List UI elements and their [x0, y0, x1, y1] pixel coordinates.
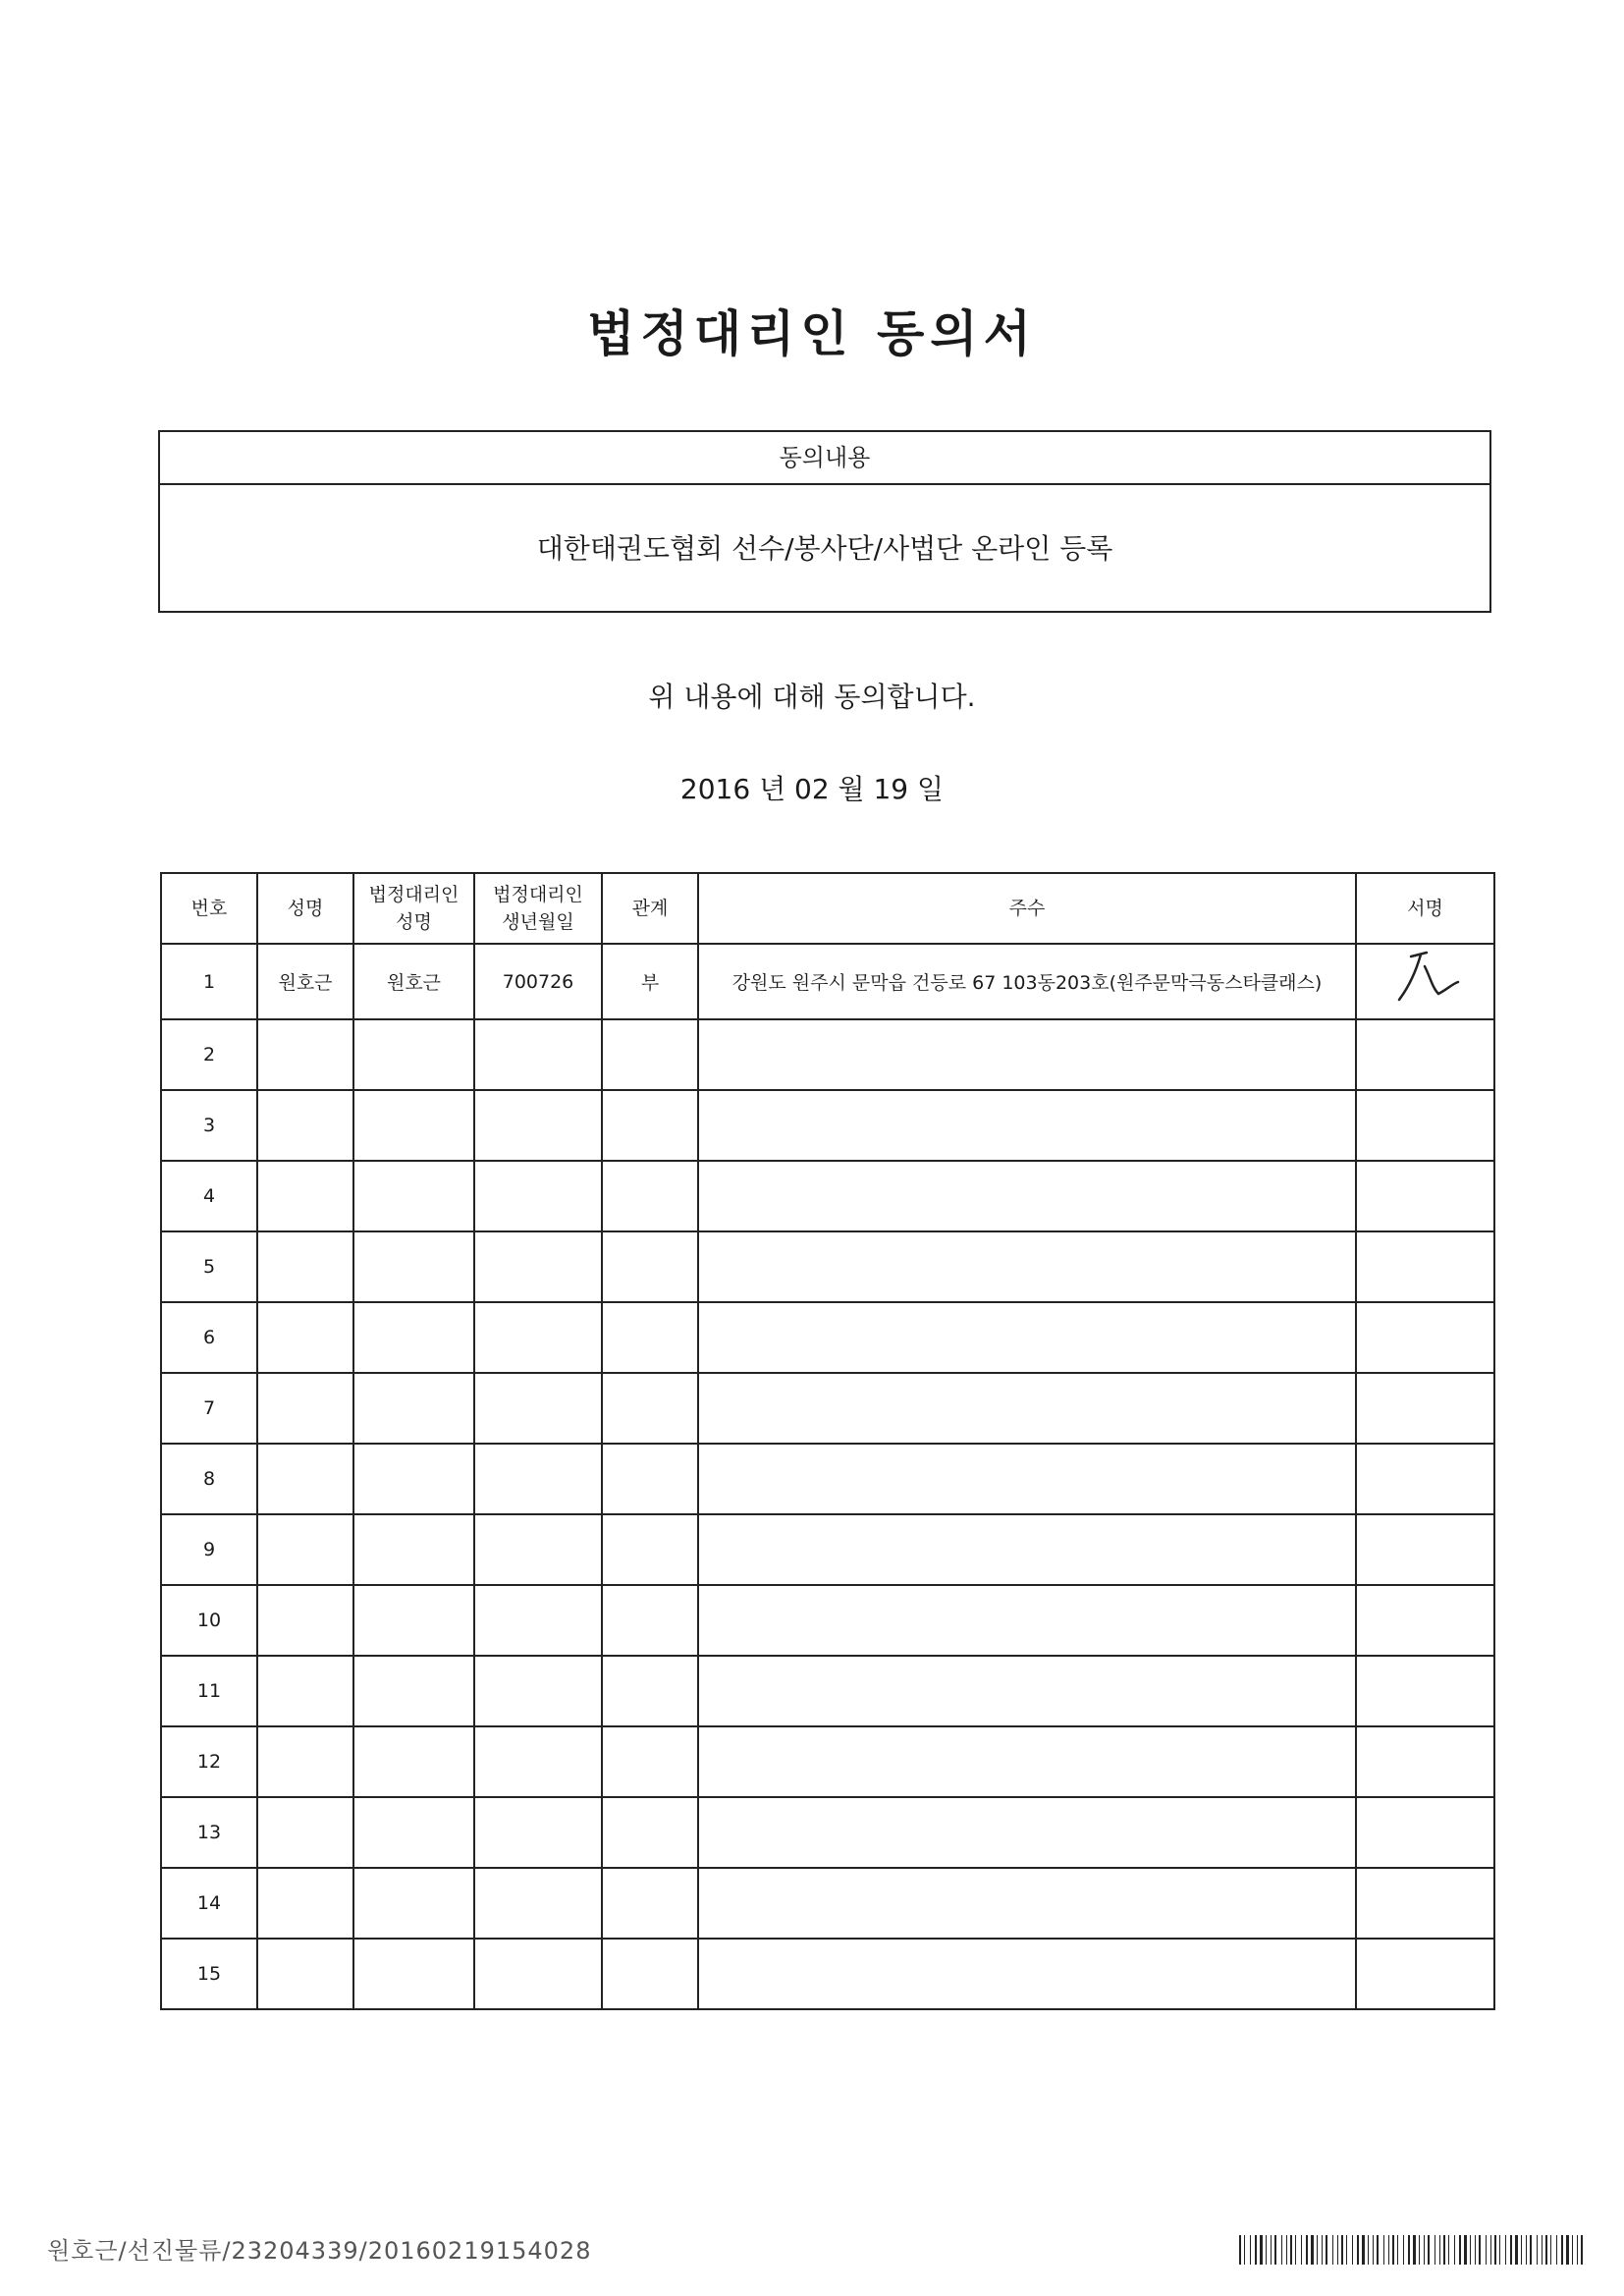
signature-mark [1381, 945, 1470, 1013]
table-header-row [161, 873, 1494, 944]
barcode-bar [1352, 2235, 1353, 2265]
cell-address [698, 1444, 1356, 1514]
cell-rep-name [353, 1302, 474, 1373]
barcode-bar [1332, 2235, 1333, 2265]
cell-relation [602, 1161, 698, 1231]
cell-name [257, 1231, 353, 1302]
cell-no: 13 [161, 1797, 257, 1868]
barcode-bar [1443, 2235, 1445, 2265]
cell-no: 7 [161, 1373, 257, 1444]
header-rep-birth-line2: 생년월일 [502, 911, 574, 933]
cell-rep-birth [474, 1939, 602, 2009]
table-row [161, 944, 1494, 1019]
barcode-bar [1295, 2235, 1296, 2265]
cell-name [257, 1161, 353, 1231]
cell-no: 8 [161, 1444, 257, 1514]
barcode-bar [1581, 2235, 1583, 2265]
cell-address [698, 1656, 1356, 1726]
barcode-bar [1274, 2235, 1276, 2265]
barcode-bar [1499, 2235, 1500, 2265]
header-rep-birth [474, 873, 602, 944]
cell-no: 12 [161, 1726, 257, 1797]
consent-date: 2016 년 02 월 19 일 [679, 773, 945, 805]
cell-rep-name [353, 1797, 474, 1868]
cell-rep-birth [474, 1514, 602, 1585]
cell-address [698, 1302, 1356, 1373]
barcode-bar [1281, 2235, 1282, 2265]
header-rep-birth-line1: 법정대리인 [493, 884, 583, 905]
barcode [1239, 2235, 1585, 2265]
cell-no: 3 [161, 1090, 257, 1161]
barcode-bar [1439, 2235, 1440, 2265]
cell-rep-birth [474, 1868, 602, 1939]
cell-address [698, 1868, 1356, 1939]
table-row [161, 1939, 1494, 2009]
cell-rep-birth [474, 1302, 602, 1373]
cell-rep-name [353, 1231, 474, 1302]
cell-address [698, 1585, 1356, 1656]
table-row [161, 1585, 1494, 1656]
cell-signature [1356, 1656, 1494, 1726]
cell-signature [1356, 1444, 1494, 1514]
barcode-bar [1486, 2235, 1487, 2265]
cell-relation [602, 1019, 698, 1090]
barcode-bar [1408, 2235, 1410, 2265]
cell-rep-name [353, 1373, 474, 1444]
cell-no: 10 [161, 1585, 257, 1656]
cell-rep-birth [474, 1585, 602, 1656]
barcode-bar [1537, 2235, 1538, 2265]
cell-rep-birth [474, 1726, 602, 1797]
cell-address: 강원도 원주시 문막읍 건등로 67 103동203호(원주문막극동스타클래스) [698, 944, 1356, 1019]
barcode-bar [1290, 2235, 1292, 2265]
barcode-bar [1250, 2235, 1251, 2265]
document-title: 법정대리인 동의서 [587, 304, 1037, 362]
cell-no: 4 [161, 1161, 257, 1231]
barcode-bar [1542, 2235, 1543, 2265]
barcode-bar [1341, 2235, 1343, 2265]
cell-no: 1 [161, 944, 257, 1019]
cell-relation [602, 1302, 698, 1373]
barcode-bar [1337, 2235, 1338, 2265]
cell-no: 14 [161, 1868, 257, 1939]
barcode-bar [1424, 2235, 1425, 2265]
barcode-bar [1479, 2235, 1481, 2265]
consent-body: 대한태권도협회 선수/봉사단/사법단 온라인 등록 [536, 532, 1113, 565]
table-row [161, 1019, 1494, 1090]
barcode-bar [1530, 2235, 1532, 2265]
header-rep-name-line2: 성명 [396, 911, 432, 933]
cell-name [257, 1019, 353, 1090]
cell-rep-birth [474, 1161, 602, 1231]
cell-no: 11 [161, 1656, 257, 1726]
cell-rep-name [353, 1585, 474, 1656]
footer-id: 원호근/선진물류/23204339/20160219154028 [47, 2237, 592, 2265]
cell-address [698, 1373, 1356, 1444]
table-row [161, 1161, 1494, 1231]
barcode-bar [1521, 2235, 1522, 2265]
table-row [161, 1444, 1494, 1514]
cell-rep-birth [474, 1019, 602, 1090]
barcode-bar [1561, 2235, 1563, 2265]
header-no: 번호 [161, 873, 257, 944]
cell-rep-name [353, 1726, 474, 1797]
barcode-bar [1317, 2235, 1318, 2265]
barcode-bar [1306, 2235, 1308, 2265]
cell-signature [1356, 1373, 1494, 1444]
barcode-bar [1577, 2235, 1578, 2265]
barcode-bar [1377, 2235, 1379, 2265]
barcode-bar [1271, 2235, 1272, 2265]
cell-rep-birth [474, 1444, 602, 1514]
cell-signature [1356, 944, 1494, 1019]
header-relation: 관계 [602, 873, 698, 944]
cell-no: 5 [161, 1231, 257, 1302]
cell-relation [602, 1090, 698, 1161]
barcode-bar [1286, 2235, 1287, 2265]
barcode-bar [1388, 2235, 1389, 2265]
table-row [161, 1090, 1494, 1161]
table-row [161, 1868, 1494, 1939]
header-name: 성명 [257, 873, 353, 944]
cell-relation [602, 1373, 698, 1444]
table-row [161, 1726, 1494, 1797]
barcode-bar [1572, 2235, 1573, 2265]
cell-relation [602, 1726, 698, 1797]
cell-no: 9 [161, 1514, 257, 1585]
barcode-bar [1470, 2235, 1471, 2265]
table-row [161, 1373, 1494, 1444]
barcode-bar [1255, 2235, 1257, 2265]
barcode-bar [1322, 2235, 1323, 2265]
barcode-bar [1266, 2235, 1267, 2265]
barcode-bar [1510, 2235, 1512, 2265]
cell-address [698, 1019, 1356, 1090]
barcode-bar [1357, 2235, 1359, 2265]
cell-relation: 부 [602, 944, 698, 1019]
barcode-bar [1459, 2235, 1461, 2265]
consent-header: 동의내용 [160, 432, 1489, 485]
header-rep-name-line1: 법정대리인 [368, 884, 460, 905]
cell-signature [1356, 1585, 1494, 1656]
cell-rep-name [353, 1868, 474, 1939]
barcode-bar [1550, 2235, 1551, 2265]
barcode-bar [1566, 2235, 1569, 2265]
cell-relation [602, 1797, 698, 1868]
barcode-bar [1413, 2235, 1416, 2265]
cell-rep-birth [474, 1797, 602, 1868]
cell-name [257, 1585, 353, 1656]
cell-signature [1356, 1090, 1494, 1161]
table-row [161, 1797, 1494, 1868]
barcode-bar [1311, 2235, 1314, 2265]
cell-name: 원호근 [257, 944, 353, 1019]
barcode-bar [1419, 2235, 1420, 2265]
cell-rep-name [353, 1939, 474, 2009]
barcode-bar [1368, 2235, 1369, 2265]
barcode-bar [1490, 2235, 1491, 2265]
barcode-bar [1515, 2235, 1518, 2265]
cell-name [257, 1302, 353, 1373]
cell-rep-name [353, 1656, 474, 1726]
cell-address [698, 1726, 1356, 1797]
cell-rep-name [353, 1514, 474, 1585]
barcode-bar [1403, 2235, 1404, 2265]
cell-name [257, 1514, 353, 1585]
cell-name [257, 1868, 353, 1939]
cell-rep-name [353, 1444, 474, 1514]
cell-address [698, 1161, 1356, 1231]
cell-signature [1356, 1231, 1494, 1302]
cell-name [257, 1656, 353, 1726]
barcode-bar [1464, 2235, 1467, 2265]
cell-relation [602, 1231, 698, 1302]
table-row [161, 1514, 1494, 1585]
cell-signature [1356, 1939, 1494, 2009]
cell-signature [1356, 1302, 1494, 1373]
cell-relation [602, 1868, 698, 1939]
barcode-bar [1494, 2235, 1496, 2265]
header-signature: 서명 [1356, 873, 1494, 944]
barcode-bar [1545, 2235, 1547, 2265]
barcode-bar [1454, 2235, 1455, 2265]
table-row [161, 1231, 1494, 1302]
cell-signature [1356, 1868, 1494, 1939]
cell-rep-name [353, 1019, 474, 1090]
cell-name [257, 1444, 353, 1514]
cell-name [257, 1939, 353, 2009]
guardian-table [160, 872, 1495, 2010]
cell-signature [1356, 1161, 1494, 1231]
barcode-bar [1244, 2235, 1245, 2265]
cell-name [257, 1797, 353, 1868]
cell-no: 6 [161, 1302, 257, 1373]
cell-name [257, 1090, 353, 1161]
cell-rep-name [353, 1161, 474, 1231]
cell-rep-birth [474, 1090, 602, 1161]
cell-signature [1356, 1019, 1494, 1090]
cell-signature [1356, 1797, 1494, 1868]
agree-statement: 위 내용에 대해 동의합니다. [648, 681, 976, 713]
barcode-bar [1505, 2235, 1506, 2265]
barcode-bar [1526, 2235, 1527, 2265]
barcode-bar [1373, 2235, 1374, 2265]
table-body [161, 944, 1494, 2009]
cell-address [698, 1939, 1356, 2009]
cell-no: 2 [161, 1019, 257, 1090]
cell-rep-birth [474, 1373, 602, 1444]
header-rep-name [353, 873, 474, 944]
barcode-bar [1392, 2235, 1394, 2265]
barcode-bar [1383, 2235, 1384, 2265]
barcode-bar [1239, 2235, 1241, 2265]
header-address: 주수 [698, 873, 1356, 944]
table-row [161, 1656, 1494, 1726]
cell-address [698, 1797, 1356, 1868]
cell-address [698, 1514, 1356, 1585]
barcode-bar [1260, 2235, 1263, 2265]
cell-rep-name: 원호근 [353, 944, 474, 1019]
barcode-bar [1448, 2235, 1449, 2265]
cell-rep-birth [474, 1656, 602, 1726]
barcode-bar [1475, 2235, 1476, 2265]
table-row [161, 1302, 1494, 1373]
cell-name [257, 1373, 353, 1444]
cell-relation [602, 1939, 698, 2009]
cell-name [257, 1726, 353, 1797]
cell-signature [1356, 1514, 1494, 1585]
cell-address [698, 1090, 1356, 1161]
cell-relation [602, 1444, 698, 1514]
cell-relation [602, 1585, 698, 1656]
cell-no: 15 [161, 1939, 257, 2009]
barcode-bar [1397, 2235, 1398, 2265]
barcode-bar [1428, 2235, 1430, 2265]
barcode-bar [1556, 2235, 1557, 2265]
cell-rep-birth [474, 1231, 602, 1302]
cell-relation [602, 1514, 698, 1585]
consent-box [158, 430, 1491, 613]
barcode-bar [1301, 2235, 1302, 2265]
cell-relation [602, 1656, 698, 1726]
barcode-bar [1326, 2235, 1327, 2265]
barcode-bar [1362, 2235, 1365, 2265]
cell-signature [1356, 1726, 1494, 1797]
cell-address [698, 1231, 1356, 1302]
cell-rep-birth: 700726 [474, 944, 602, 1019]
cell-rep-name [353, 1090, 474, 1161]
barcode-bar [1346, 2235, 1347, 2265]
